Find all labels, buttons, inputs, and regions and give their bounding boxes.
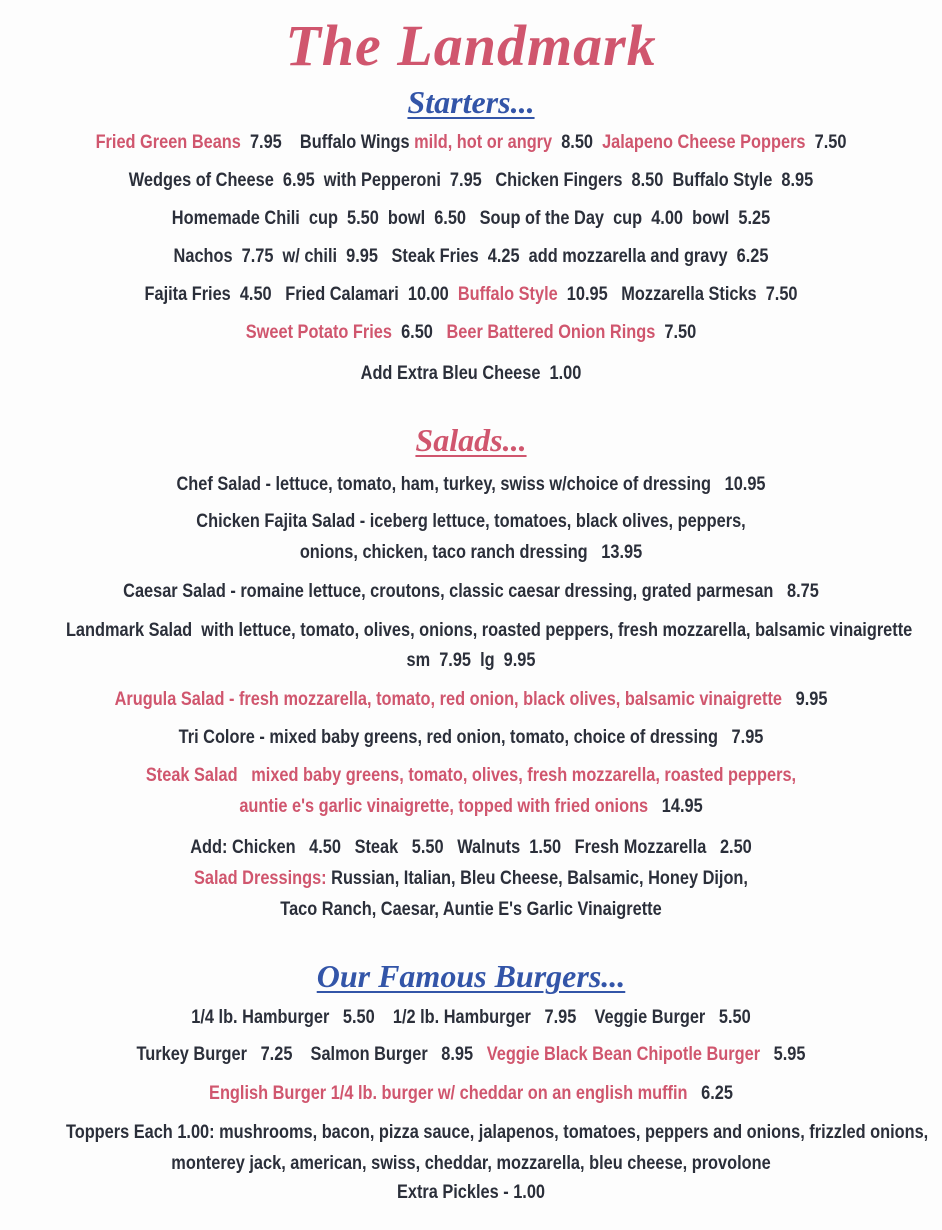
salads-line (66, 580, 876, 604)
starters-line (66, 283, 876, 307)
menu-text: 1/4 lb. Hamburger 5.50 1/2 lb. Hamburger 7.95 Veggie Burger 5.50 (191, 1007, 751, 1028)
salads-line (66, 764, 876, 788)
starters-line (66, 169, 876, 193)
menu-text: 14.95 (648, 796, 703, 817)
menu-text: 7.50 (805, 132, 847, 153)
menu-text: sm 7.95 lg 9.95 (406, 650, 536, 671)
menu-text: 9.95 (781, 689, 828, 710)
extra-pickles-line (66, 1181, 876, 1205)
salads-line (66, 541, 876, 565)
highlighted-text: Veggie Black Bean Chipotle Burger (486, 1044, 761, 1065)
highlighted-text: Jalapeno Cheese Poppers (602, 132, 806, 153)
menu-text: 6.25 (687, 1083, 733, 1104)
menu-text: Russian, Italian, Bleu Cheese, Balsamic, Honey Dijon, (326, 868, 748, 889)
menu-text: Turkey Burger 7.25 Salmon Burger 8.95 (136, 1044, 487, 1065)
highlighted-text: Buffalo Style (457, 284, 558, 305)
menu-text: Homemade Chili cup 5.50 bowl 6.50 Soup of the Day cup 4.00 bowl 5.25 (171, 208, 771, 229)
starters-heading: Starters... (407, 84, 535, 120)
menu-text: 5.95 (760, 1044, 806, 1065)
salads-line (66, 473, 876, 497)
menu-text: Wedges of Cheese 6.95 with Pepperoni 7.95 Chicken Fingers 8.50 Buffalo Style 8.95 (128, 170, 814, 191)
burgers-line (66, 1082, 876, 1106)
menu-text: Chef Salad - lettuce, tomato, ham, turkey, swiss w/choice of dressing 10.95 (176, 474, 766, 495)
starters-line (66, 245, 876, 269)
salads-line (66, 836, 876, 860)
menu-text: Taco Ranch, Caesar, Auntie E's Garlic Vinaigrette (280, 899, 662, 920)
highlighted-text: Sweet Potato Fries (245, 322, 392, 343)
menu-text: Fajita Fries 4.50 Fried Calamari 10.00 (144, 284, 458, 305)
menu-text: Caesar Salad - romaine lettuce, croutons, classic caesar dressing, grated parmesan 8.75 (123, 581, 819, 602)
highlighted-text: mild, hot or angry (414, 132, 553, 153)
salads-line (65, 619, 913, 643)
burgers-heading: Our Famous Burgers... (316, 958, 626, 994)
toppers-line (66, 1152, 876, 1176)
menu-text: 8.50 (552, 132, 603, 153)
highlighted-text: Salad Dressings: (194, 868, 327, 889)
starters-line (66, 207, 876, 231)
highlighted-text: Arugula Salad - fresh mozzarella, tomato, red onion, black olives, balsamic vinaigrette (114, 689, 782, 710)
salads-line (66, 688, 876, 712)
menu-text: 10.95 Mozzarella Sticks 7.50 (557, 284, 798, 305)
salads-line (66, 898, 876, 922)
starters-line (66, 362, 876, 386)
menu-text: 7.95 Buffalo Wings (240, 132, 415, 153)
salads-line (66, 795, 876, 819)
menu-title: The Landmark (285, 13, 657, 78)
highlighted-text: Beer Battered Onion Rings (446, 322, 656, 343)
salads-line (66, 510, 876, 534)
highlighted-text: auntie e's garlic vinaigrette, topped with fried onions (239, 796, 649, 817)
starters-line (66, 321, 876, 345)
burgers-line (66, 1043, 876, 1067)
menu-text: monterey jack, american, swiss, cheddar, mozzarella, bleu cheese, provolone (171, 1153, 771, 1174)
menu-text: Add: Chicken 4.50 Steak 5.50 Walnuts 1.50 Fresh Mozzarella 2.50 (190, 837, 752, 858)
salad-dressings-line (66, 867, 876, 891)
starters-line (66, 131, 876, 155)
burgers-line (66, 1006, 876, 1030)
menu-text: Tri Colore - mixed baby greens, red onion, tomato, choice of dressing 7.95 (178, 727, 764, 748)
highlighted-text: Fried Green Beans (95, 132, 241, 153)
menu-text: Landmark Salad with lettuce, tomato, olives, onions, roasted peppers, fresh mozzarella, balsamic vinaigrette (65, 620, 913, 641)
menu-text: Add Extra Bleu Cheese 1.00 (360, 363, 582, 384)
highlighted-text: English Burger 1/4 lb. burger w/ cheddar on an english muffin (209, 1083, 688, 1104)
menu-text: Toppers Each 1.00: mushrooms, bacon, pizza sauce, jalapenos, tomatoes, peppers and onions, frizzled onions, (65, 1122, 929, 1143)
salads-line (66, 726, 876, 750)
menu-text: Nachos 7.75 w/ chili 9.95 Steak Fries 4.25 add mozzarella and gravy 6.25 (173, 246, 769, 267)
salads-heading: Salads... (415, 422, 527, 458)
menu-text: onions, chicken, taco ranch dressing 13.95 (299, 542, 643, 563)
salads-line (66, 649, 876, 673)
toppers-line (65, 1121, 929, 1145)
menu-text: Extra Pickles - 1.00 (396, 1182, 546, 1203)
menu-text: 7.50 (655, 322, 697, 343)
menu-text: 6.50 (391, 322, 447, 343)
highlighted-text: Steak Salad mixed baby greens, tomato, olives, fresh mozzarella, roasted peppers, (145, 765, 797, 786)
menu-text: Chicken Fajita Salad - iceberg lettuce, tomatoes, black olives, peppers, (196, 511, 746, 532)
